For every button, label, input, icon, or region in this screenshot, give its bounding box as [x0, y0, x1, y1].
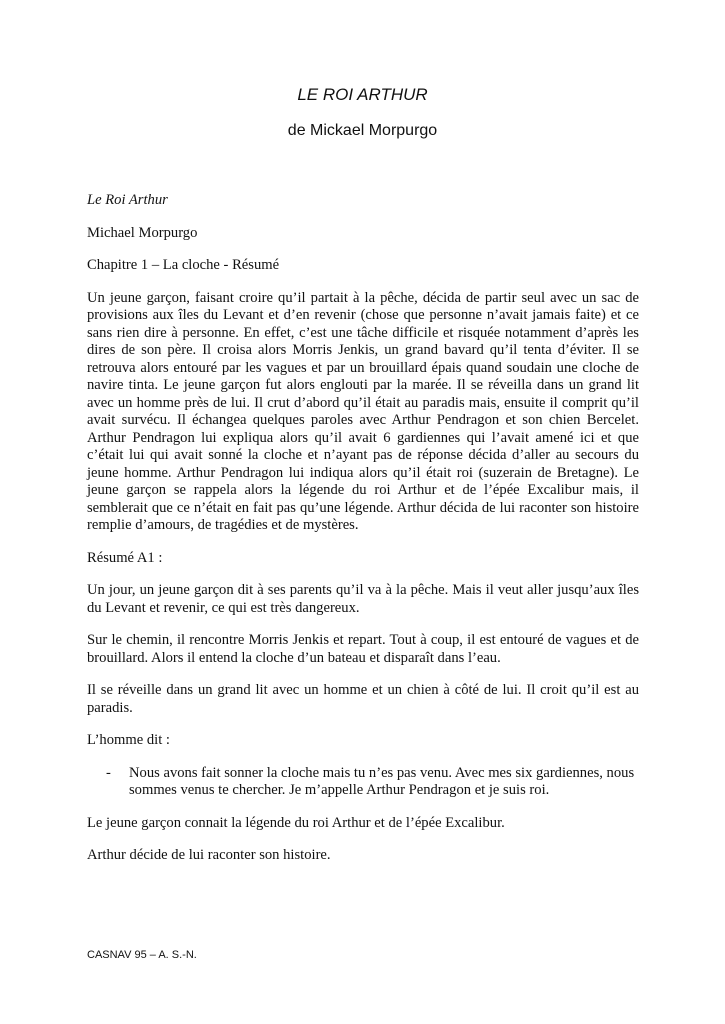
resume-a1-heading: Résumé A1 : — [87, 549, 163, 566]
page-subtitle: de Mickael Morpurgo — [287, 122, 438, 139]
document-body — [87, 192, 639, 880]
a1-paragraph-2: Sur le chemin, il rencontre Morris Jenkis et repart. Tout à coup, il est entouré de vagues et de brouillard. Alors il entend la cloche d’un bateau et disparaît dans l’eau. — [87, 632, 639, 666]
book-title: Le Roi Arthur — [87, 192, 168, 208]
page-footer: CASNAV 95 – A. S.-N. — [87, 949, 197, 961]
dash-bullet: - — [106, 764, 111, 781]
summary-paragraph: Un jeune garçon, faisant croire qu’il partait à la pêche, décida de partir seul avec un sac de provisions aux îles du Levant et d’en revenir (chose que personne n’avait jamais faite) et ce sans rien dire à personne. En effet, c’est une tâche difficile et risquée notamment d’après les dires de son père. Il croisa alors Morris Jenkis, un grand bavard qu’il tenta d’éviter. Il se retrouva alors entouré par les vagues et par un brouillard épais quand soudain une cloche de navire tinta. Le jeune garçon fut alors englouti par la marée. Il se réveilla dans un grand lit avec un homme près de lui. Il crut d’abord qu’il était au paradis mais, ensuite il comprit qu’il avait survécu. Il échangea quelques paroles avec Arthur Pendragon et son chien Bercelet. Arthur Pendragon lui expliqua alors qu’il avait 6 gardiennes qui l’avait amené ici et que c’était lui qui avait sonné la cloche et n’ayant pas de réponse décida d’aller au secours du jeune homme. Arthur Pendragon lui indiqua alors qu’il était roi (suzerain de Bretagne). Le jeune garçon se rappela alors la légende du roi Arthur et de l’épée Excalibur mais, il semblerait que ce n’était en fait pas qu’une légende. Arthur décida de lui raconter son histoire remplie d’amours, de tragédies et de mystères. — [87, 289, 639, 533]
a1-paragraph-4: Le jeune garçon connait la légende du roi Arthur et de l’épée Excalibur. — [87, 814, 505, 831]
quote-list-item — [87, 765, 639, 800]
a1-paragraph-3: Il se réveille dans un grand lit avec un homme et un chien à côté de lui. Il croit qu’il est au paradis. — [87, 682, 639, 716]
man-says: L’homme dit : — [87, 732, 170, 748]
a1-paragraph-5: Arthur décide de lui raconter son histoire. — [87, 847, 331, 863]
a1-paragraph-1: Un jour, un jeune garçon dit à ses parents qu’il va à la pêche. Mais il veut aller jusqu’aux îles du Levant et revenir, ce qui est très dangereux. — [87, 582, 639, 616]
quote-text: Nous avons fait sonner la cloche mais tu n’es pas venu. Avec mes six gardiennes, nous sommes venus te chercher. Je m’appelle Arthur Pendragon et je suis roi. — [129, 764, 635, 798]
chapter-heading: Chapitre 1 – La cloche - Résumé — [87, 257, 280, 273]
page-title: LE ROI ARTHUR — [297, 85, 428, 104]
author-name: Michael Morpurgo — [87, 224, 198, 241]
